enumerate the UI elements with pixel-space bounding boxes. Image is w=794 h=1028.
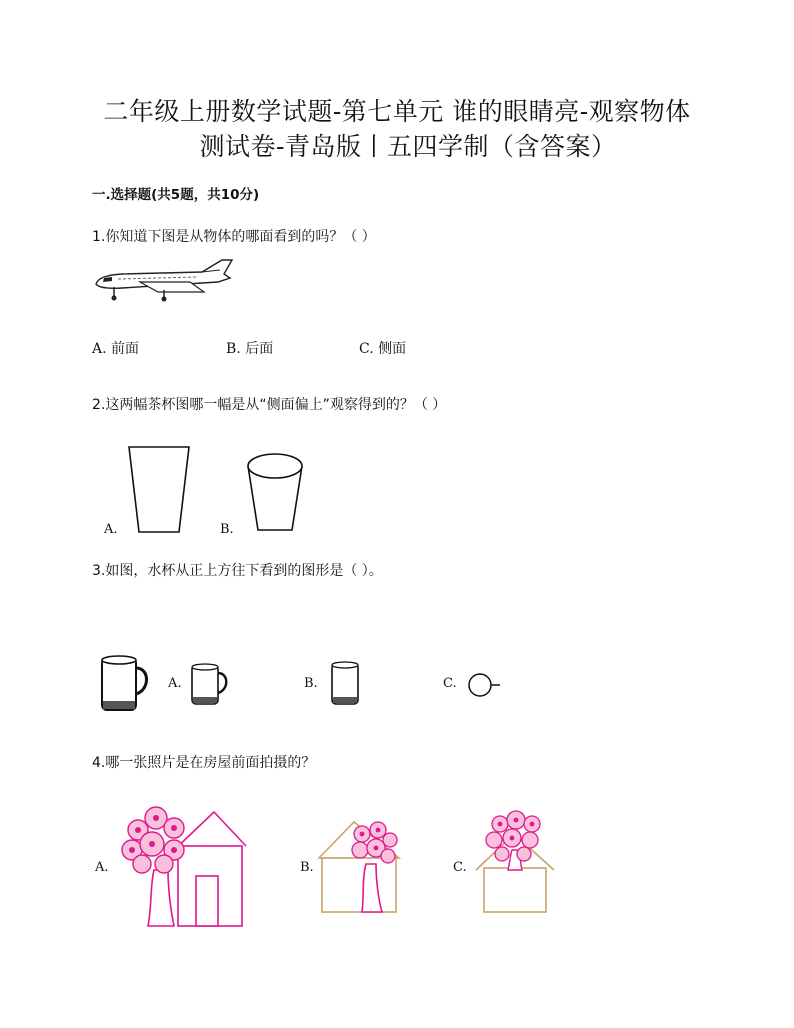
house-tree-photo-c	[472, 810, 558, 914]
question-2-label-a[interactable]: A.	[104, 522, 118, 537]
top-view-option-c-image	[467, 672, 503, 698]
page-title-line-1: 二年级上册数学试题-第七单元 谁的眼睛亮-观察物体	[103, 97, 691, 126]
question-4-text: 4.哪一张照片是在房屋前面拍摄的？	[92, 755, 316, 771]
question-3-label-a[interactable]: A.	[168, 676, 182, 691]
cup-image-b	[244, 450, 306, 534]
page-title-line-2: 测试卷-青岛版丨五四学制（含答案）	[199, 132, 617, 161]
cup-option-b-image	[330, 660, 360, 706]
house-tree-photo-a	[118, 806, 248, 930]
question-1-option-b[interactable]: B. 后面	[226, 341, 274, 357]
question-1-text: 1.你知道下图是从物体的哪面看到的吗？（ ）	[92, 229, 376, 245]
cup-image-a	[126, 444, 192, 536]
section-heading: 一.选择题(共5题，共10分)	[92, 187, 260, 203]
question-3-label-c[interactable]: C.	[443, 676, 457, 691]
question-4-label-c[interactable]: C.	[453, 860, 467, 875]
question-1-option-c[interactable]: C. 侧面	[359, 341, 407, 357]
question-3-label-b[interactable]: B.	[304, 676, 318, 691]
question-4-label-a[interactable]: A.	[95, 860, 109, 875]
question-2-label-b[interactable]: B.	[220, 522, 234, 537]
question-1-option-a[interactable]: A. 前面	[92, 341, 140, 357]
airplane-image	[92, 256, 238, 304]
question-4-label-b[interactable]: B.	[300, 860, 314, 875]
question-2-text: 2.这两幅茶杯图哪一幅是从“侧面偏上”观察得到的？（ ）	[92, 397, 447, 413]
question-3-text: 3.如图，水杯从正上方往下看到的图形是（ ）。	[92, 563, 383, 579]
mug-image	[100, 654, 152, 712]
mug-option-a-image	[190, 662, 230, 706]
house-tree-photo-b	[316, 818, 402, 914]
